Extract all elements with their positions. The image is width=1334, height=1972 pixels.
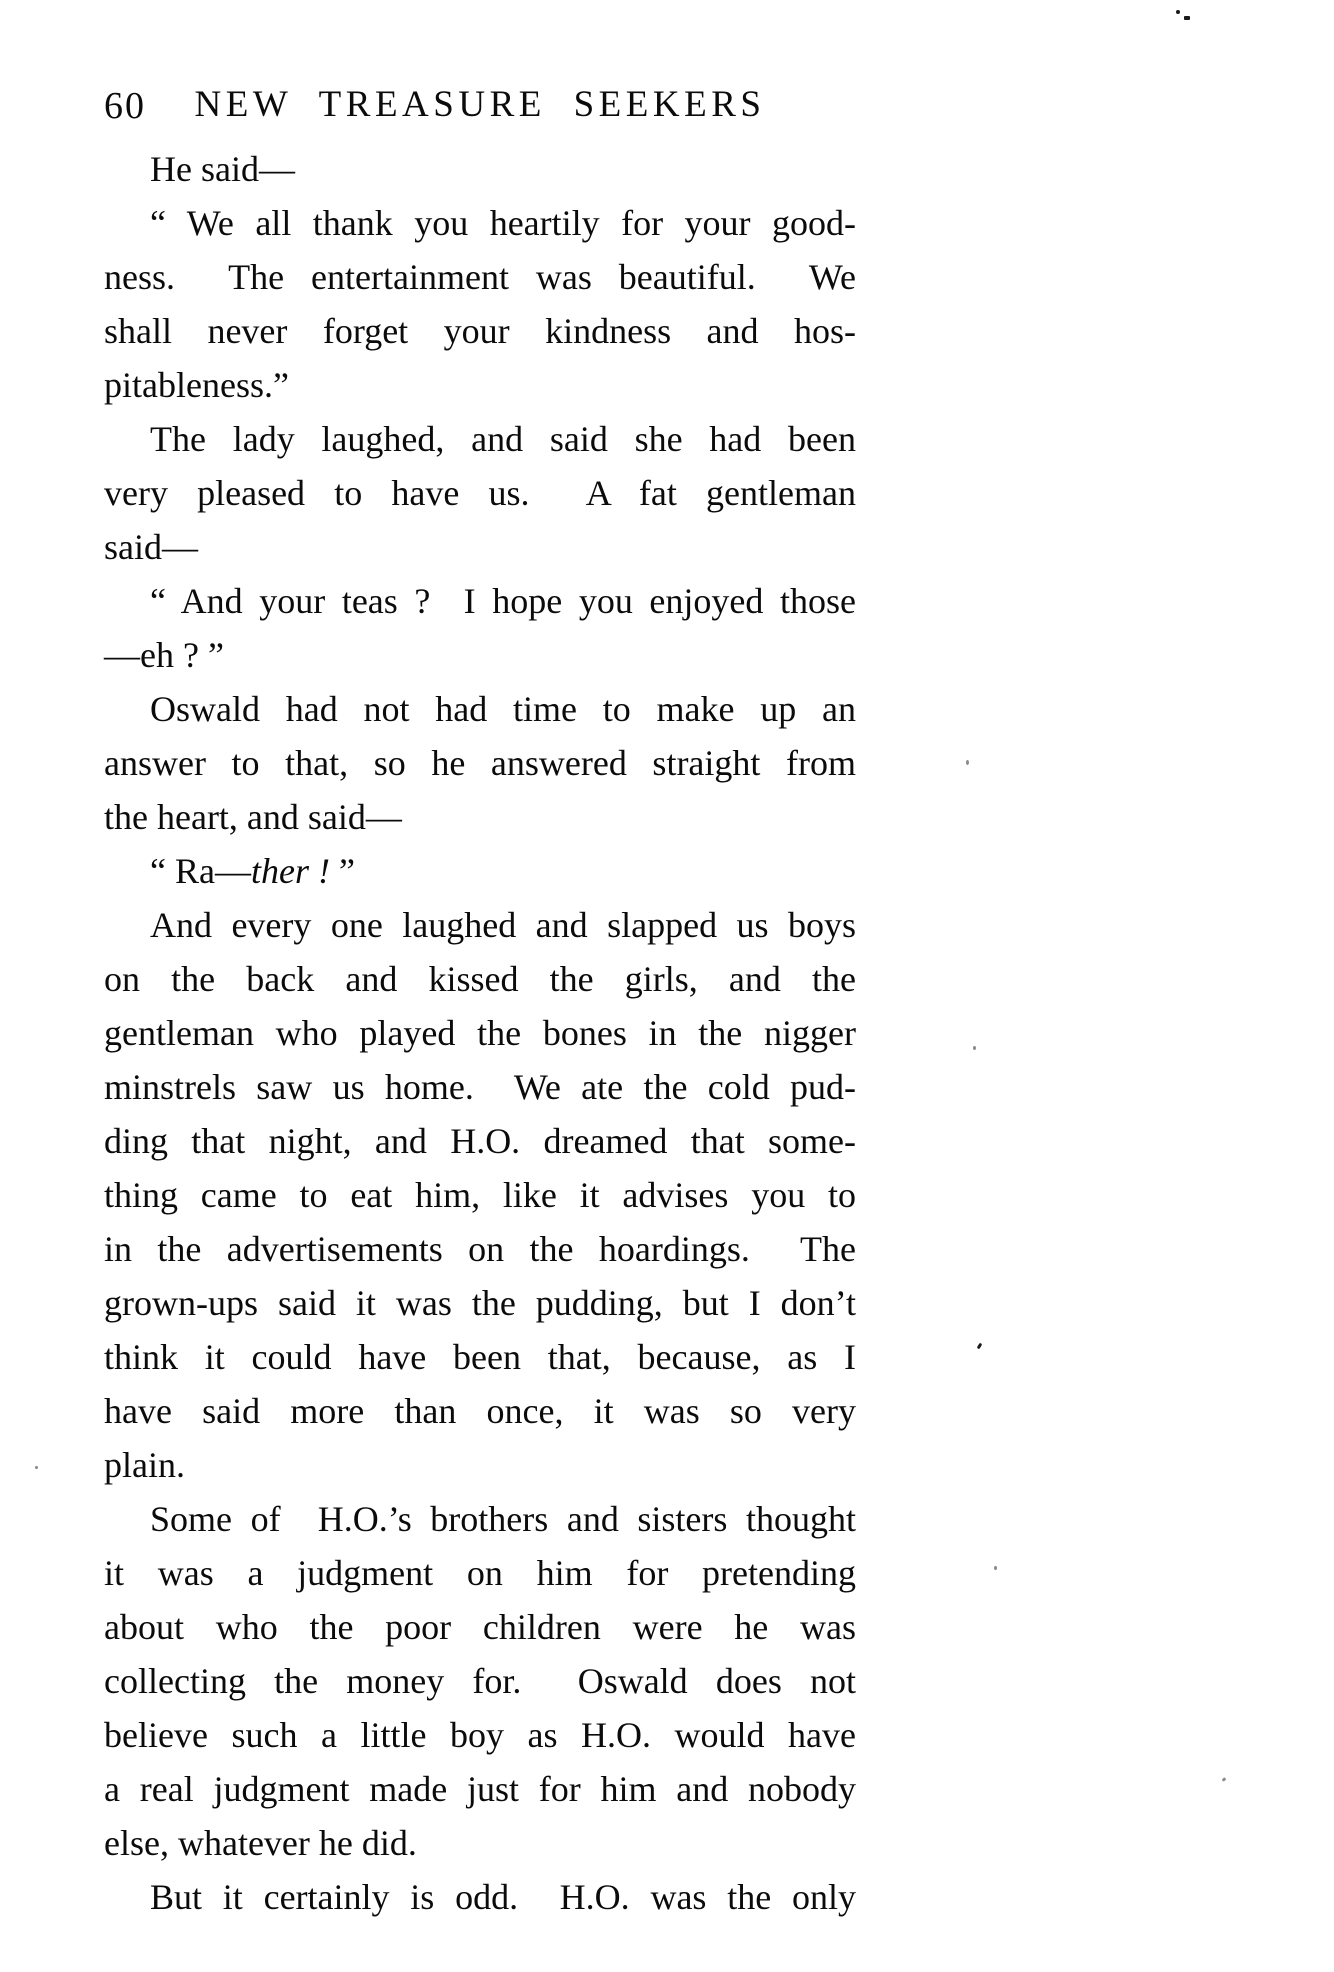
scan-speck — [1222, 1777, 1227, 1782]
scan-speck — [994, 1566, 997, 1570]
text-line — [104, 736, 856, 790]
text-run: pitableness.” — [104, 365, 289, 405]
text-run: think it could have been that, because, as I — [104, 1337, 856, 1377]
text-run: Oswald had not had time to make up an — [150, 689, 856, 729]
text-line — [104, 1762, 856, 1816]
text-line — [104, 1006, 856, 1060]
text-line — [104, 574, 856, 628]
text-run: minstrels saw us home. We ate the cold pud- — [104, 1067, 856, 1107]
scan-speck — [1176, 10, 1180, 14]
text-line — [104, 358, 856, 412]
text-line — [104, 250, 856, 304]
text-run: thing came to eat him, like it advises you to — [104, 1175, 856, 1215]
text-run: grown-ups said it was the pudding, but I don’t — [104, 1283, 856, 1323]
text-run: a real judgment made just for him and nobody — [104, 1769, 856, 1809]
text-run: —eh ? ” — [104, 635, 224, 675]
page-number: 60 — [104, 85, 146, 127]
text-run: “ Ra— — [150, 851, 251, 891]
text-line — [104, 1438, 856, 1492]
text-line — [104, 1492, 856, 1546]
text-line — [104, 412, 856, 466]
text-line — [104, 1816, 856, 1870]
text-run: “ And your teas ? I hope you enjoyed those — [150, 581, 856, 621]
scan-speck — [973, 1046, 976, 1050]
page-header — [104, 82, 856, 128]
text-line — [104, 196, 856, 250]
text-run: But it certainly is odd. H.O. was the only — [150, 1877, 856, 1917]
text-line — [104, 1654, 856, 1708]
text-run: ness. The entertainment was beautiful. We — [104, 257, 856, 297]
text-line — [104, 1114, 856, 1168]
text-run: ” — [329, 851, 355, 891]
text-line — [104, 304, 856, 358]
scan-speck — [977, 1343, 983, 1350]
text-line — [104, 628, 856, 682]
text-line — [104, 1276, 856, 1330]
text-line — [104, 1060, 856, 1114]
text-line — [104, 1168, 856, 1222]
scan-speck — [35, 1466, 38, 1469]
text-block — [104, 142, 856, 1924]
text-line — [104, 1384, 856, 1438]
text-run: collecting the money for. Oswald does not — [104, 1661, 856, 1701]
text-line — [104, 1870, 856, 1924]
text-run: gentleman who played the bones in the nigger — [104, 1013, 856, 1053]
text-run: the heart, and said— — [104, 797, 402, 837]
text-line — [104, 142, 856, 196]
text-run: else, whatever he did. — [104, 1823, 417, 1863]
text-run: He said— — [150, 149, 295, 189]
text-run: very pleased to have us. A fat gentleman — [104, 473, 856, 513]
text-line — [104, 952, 856, 1006]
text-line — [104, 682, 856, 736]
text-line — [104, 520, 856, 574]
text-run: answer to that, so he answered straight from — [104, 743, 856, 783]
text-run: on the back and kissed the girls, and the — [104, 959, 856, 999]
text-run: plain. — [104, 1445, 185, 1485]
text-line — [104, 1222, 856, 1276]
running-title: NEW TREASURE SEEKERS — [194, 84, 766, 125]
text-run: said— — [104, 527, 198, 567]
text-run-italic: ther ! — [250, 851, 330, 891]
text-line — [104, 1708, 856, 1762]
text-run: “ We all thank you heartily for your good- — [150, 203, 856, 243]
text-line — [104, 898, 856, 952]
text-run: in the advertisements on the hoardings. The — [104, 1229, 856, 1269]
text-run: have said more than once, it was so very — [104, 1391, 856, 1431]
text-run: And every one laughed and slapped us boys — [150, 905, 856, 945]
text-line — [104, 466, 856, 520]
text-run: it was a judgment on him for pretending — [104, 1553, 856, 1593]
scan-speck — [1184, 16, 1190, 20]
text-run: believe such a little boy as H.O. would have — [104, 1715, 856, 1755]
text-line — [104, 1330, 856, 1384]
text-line — [104, 1600, 856, 1654]
text-run: about who the poor children were he was — [104, 1607, 856, 1647]
text-line — [104, 1546, 856, 1600]
text-run: Some of H.O.’s brothers and sisters thought — [150, 1499, 856, 1539]
text-run: ding that night, and H.O. dreamed that some- — [104, 1121, 856, 1161]
text-line — [104, 790, 856, 844]
scan-speck — [966, 760, 969, 765]
text-run: The lady laughed, and said she had been — [150, 419, 856, 459]
text-line — [104, 844, 856, 898]
text-run: shall never forget your kindness and hos- — [104, 311, 856, 351]
